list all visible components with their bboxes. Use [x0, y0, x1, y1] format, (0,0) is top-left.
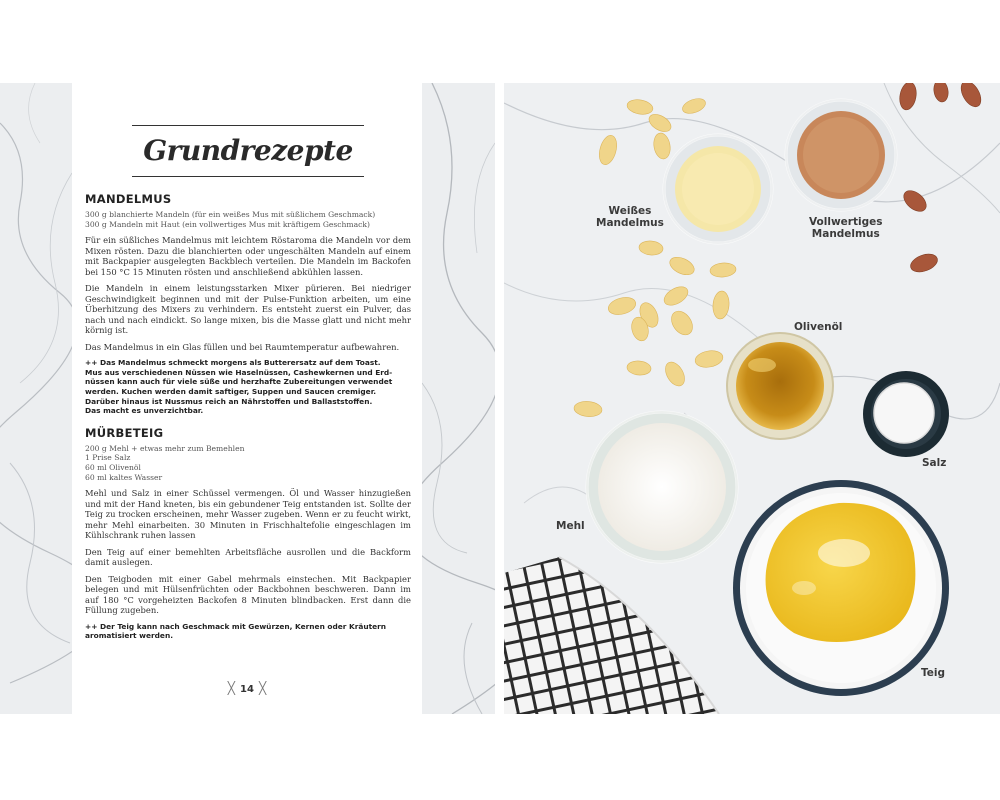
page-title: Grundrezepte [143, 134, 353, 167]
ingredient-list-mandelmus [85, 210, 411, 229]
tip-line: nüssen kann auch für viele süße und herzhafte Zubereitungen verwendet [85, 377, 393, 387]
ornament-icon: ╳ [227, 681, 236, 695]
instruction-paragraph: Für ein süßliches Mandelmus mit leichtem Röstaroma die Mandeln vor dem Mixen rösten. Dazu die blanchierten oder ungeschälten Mandeln auf einem mit Backpapier ausgelegten Backblech verteilen. Die Mandeln im Backofen bei 150 °C 15 Minuten rösten und anschließend abkühlen lassen. [85, 235, 411, 277]
page-number [72, 681, 422, 695]
instruction-paragraph: Den Teig auf einer bemehlten Arbeitsfläche ausrollen und die Backform damit auslegen. [85, 546, 411, 568]
section-heading-muerbeteig: MÜRBETEIG [85, 425, 164, 440]
marble-background-middle [422, 83, 495, 714]
page-number-value: 14 [240, 684, 254, 695]
book-spread [0, 83, 1000, 714]
section-heading-mandelmus: MANDELMUS [85, 192, 172, 206]
label-salz: Salz [922, 457, 947, 469]
ingredient-list-muerbeteig [85, 444, 411, 482]
instruction-paragraph: Das Mandelmus in ein Glas füllen und bei Raumtemperatur aufbewahren. [85, 341, 400, 352]
ingredient-line: 60 ml kaltes Wasser [85, 472, 163, 482]
tip-line: Darüber hinaus ist Nussmus reich an Nährstoffen und Ballaststoffen. [85, 396, 373, 406]
tip-line: werden. Kuchen werden damit saftiger, Suppen und Saucen cremiger. [85, 386, 377, 396]
label-mehl: Mehl [556, 520, 585, 532]
instruction-paragraph: Mehl und Salz in einer Schüssel vermengen. Öl und Wasser hinzugießen und mit der Hand kneten, bis ein gebundener Teig entstanden ist. Sollte der Teig zu trocken erscheinen, mehr Wasser zugeben. Wenn er zu feucht wirkt, mehr Mehl einarbeiten. 30 Minuten in Frischhaltefolie eingeschlagen im Kühlschrank ruhen lassen [85, 488, 411, 541]
ingredient-line: 300 g blanchierte Mandeln (für ein weißes Mus mit süßlichem Geschmack) [85, 210, 376, 219]
tip-box-mandelmus [85, 358, 411, 416]
instruction-paragraph: Den Teigboden mit einer Gabel mehrmals einstechen. Mit Backpapier belegen und mit Hülsenfrüchten oder Backbohnen beschweren. Dann im auf 180 °C vorgeheizten Backofen 8 Minuten blindbacken. Erst dann die Füllung zugeben. [85, 573, 411, 616]
title-box [132, 125, 364, 177]
ingredient-line: 1 Prise Salz [85, 453, 131, 463]
label-teig: Teig [921, 667, 946, 679]
tip-line: Das macht es unverzichtbar. [85, 406, 204, 416]
page-gutter [495, 83, 504, 714]
tip-line: ++ Das Mandelmus schmeckt morgens als Butterersatz auf dem Toast. [85, 358, 381, 368]
label-weisses-mandelmus: Weißes Mandelmus [596, 205, 664, 229]
tip-line: Mus aus verschiedenen Nüssen wie Haselnüssen, Cashewkernen und Erd- [85, 367, 393, 377]
recipe-content [85, 192, 411, 648]
tip-box-muerbeteig [85, 622, 411, 641]
left-page [72, 83, 422, 714]
tip-line: aromatisiert werden. [85, 631, 174, 641]
ingredient-line: 200 g Mehl + etwas mehr zum Bemehlen [85, 443, 245, 453]
label-olivenoel: Olivenöl [794, 321, 843, 333]
label-vollwertiges-mandelmus: Vollwertiges Mandelmus [809, 216, 883, 240]
ingredient-line: 60 ml Olivenöl [85, 462, 141, 472]
tip-line: ++ Der Teig kann nach Geschmack mit Gewürzen, Kernen oder Kräutern [85, 621, 387, 631]
ingredients-photo [504, 83, 1000, 714]
marble-background-left [0, 83, 72, 714]
ornament-icon: ╳ [258, 681, 267, 695]
instruction-paragraph: Die Mandeln in einem leistungsstarken Mixer pürieren. Bei niedriger Geschwindigkeit beginnen und mit der Pulse-Funktion arbeiten, um eine Überhitzung des Mixers zu verhindern. Es entsteht zuerst ein Pulver, das nach und nach eindickt. So lange mixen, bis die Masse glatt und nicht mehr körnig ist. [85, 283, 411, 336]
ingredient-line: 300 g Mandeln mit Haut (ein vollwertiges Mus mit kräftigem Geschmack) [85, 219, 370, 229]
